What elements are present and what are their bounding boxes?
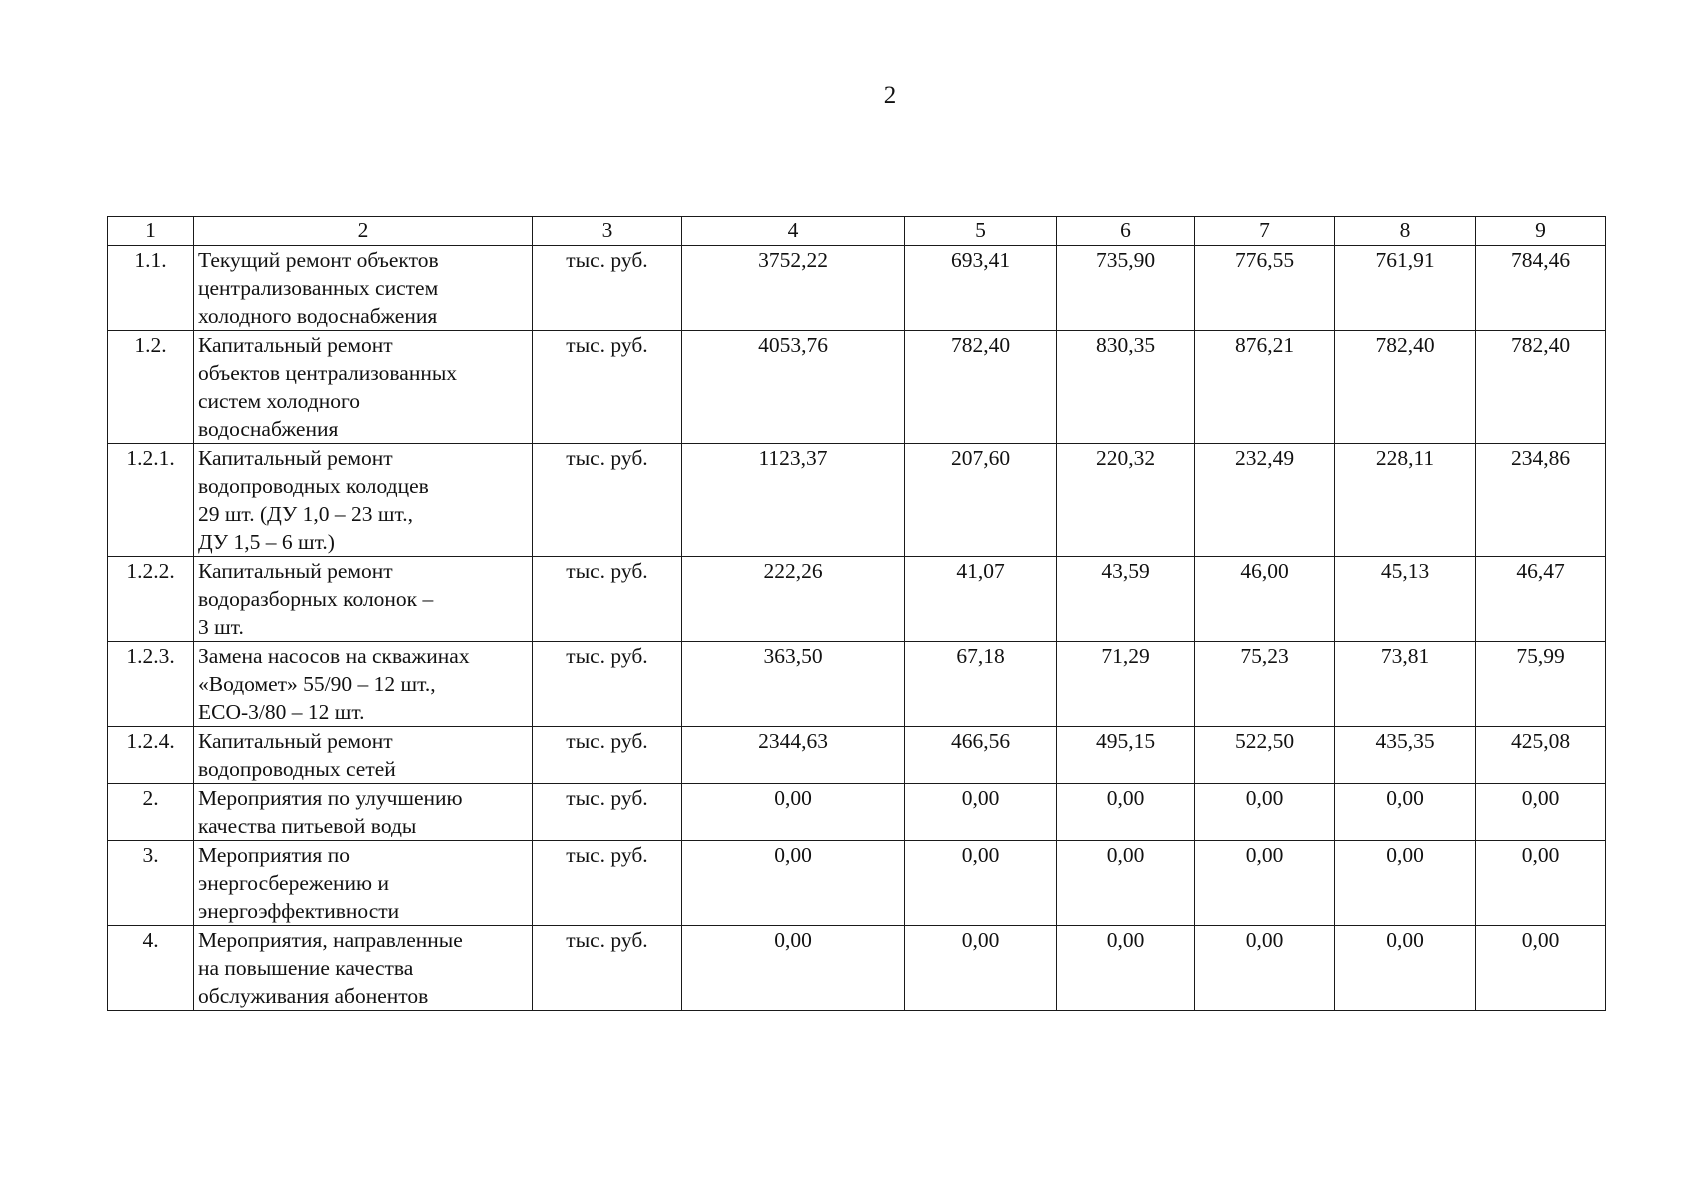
item-name-line: энергоэффективности	[198, 899, 400, 923]
value-cell: 228,11	[1335, 444, 1476, 557]
item-name-line: Капитальный ремонт	[198, 446, 393, 470]
value-cell: 2344,63	[682, 727, 905, 784]
value-cell: 522,50	[1195, 727, 1335, 784]
value-cell: 0,00	[1476, 926, 1606, 1011]
item-name-line: холодного водоснабжения	[198, 304, 438, 328]
value-cell: 4053,76	[682, 331, 905, 444]
column-number-cell: 3	[533, 217, 682, 246]
value-cell: 0,00	[1057, 784, 1195, 841]
value-cell: 67,18	[905, 642, 1057, 727]
unit-cell: тыс. руб.	[533, 331, 682, 444]
item-name-line: энергосбережению и	[198, 871, 389, 895]
column-number-cell: 6	[1057, 217, 1195, 246]
value-cell: 0,00	[1195, 841, 1335, 926]
item-name-line: ДУ 1,5 – 6 шт.)	[198, 530, 335, 554]
row-number-cell: 1.2.1.	[108, 444, 194, 557]
item-name-cell	[194, 642, 533, 727]
value-cell: 466,56	[905, 727, 1057, 784]
value-cell: 782,40	[1335, 331, 1476, 444]
row-number-cell: 2.	[108, 784, 194, 841]
value-cell: 0,00	[905, 926, 1057, 1011]
value-cell: 435,35	[1335, 727, 1476, 784]
column-number-cell: 7	[1195, 217, 1335, 246]
item-name-cell	[194, 727, 533, 784]
item-name-line: «Водомет» 55/90 – 12 шт.,	[198, 672, 436, 696]
item-name-line: объектов централизованных	[198, 361, 458, 385]
column-number-cell: 2	[194, 217, 533, 246]
unit-cell: тыс. руб.	[533, 727, 682, 784]
table-row	[108, 557, 1606, 642]
value-cell: 71,29	[1057, 642, 1195, 727]
value-cell: 207,60	[905, 444, 1057, 557]
table-row	[108, 246, 1606, 331]
item-name-line: 29 шт. (ДУ 1,0 – 23 шт.,	[198, 502, 413, 526]
column-number-cell: 9	[1476, 217, 1606, 246]
item-name-line: Мероприятия, направленные	[198, 928, 463, 952]
value-cell: 220,32	[1057, 444, 1195, 557]
unit-cell: тыс. руб.	[533, 841, 682, 926]
table-row	[108, 841, 1606, 926]
value-cell: 232,49	[1195, 444, 1335, 557]
item-name-line: систем холодного	[198, 389, 360, 413]
item-name-line: Текущий ремонт объектов	[198, 248, 439, 272]
value-cell: 776,55	[1195, 246, 1335, 331]
unit-cell: тыс. руб.	[533, 246, 682, 331]
value-cell: 363,50	[682, 642, 905, 727]
value-cell: 876,21	[1195, 331, 1335, 444]
value-cell: 43,59	[1057, 557, 1195, 642]
item-name-line: водоснабжения	[198, 417, 339, 441]
value-cell: 234,86	[1476, 444, 1606, 557]
table-container	[107, 216, 1606, 1011]
value-cell: 0,00	[1195, 784, 1335, 841]
value-cell: 693,41	[905, 246, 1057, 331]
item-name-cell	[194, 841, 533, 926]
value-cell: 0,00	[1057, 841, 1195, 926]
unit-cell: тыс. руб.	[533, 444, 682, 557]
item-name-line: Замена насосов на скважинах	[198, 644, 470, 668]
item-name-line: централизованных систем	[198, 276, 439, 300]
value-cell: 0,00	[1476, 841, 1606, 926]
row-number-cell: 1.2.2.	[108, 557, 194, 642]
row-number-cell: 3.	[108, 841, 194, 926]
data-table	[107, 216, 1606, 1011]
value-cell: 73,81	[1335, 642, 1476, 727]
value-cell: 782,40	[905, 331, 1057, 444]
item-name-line: на повышение качества	[198, 956, 414, 980]
item-name-line: Мероприятия по улучшению	[198, 786, 463, 810]
item-name-cell	[194, 784, 533, 841]
item-name-cell	[194, 246, 533, 331]
value-cell: 222,26	[682, 557, 905, 642]
column-number-cell: 8	[1335, 217, 1476, 246]
value-cell: 75,99	[1476, 642, 1606, 727]
item-name-line: обслуживания абонентов	[198, 984, 429, 1008]
table-row	[108, 727, 1606, 784]
item-name-line: Капитальный ремонт	[198, 559, 393, 583]
value-cell: 735,90	[1057, 246, 1195, 331]
table-row	[108, 784, 1606, 841]
item-name-line: Мероприятия по	[198, 843, 350, 867]
value-cell: 46,00	[1195, 557, 1335, 642]
row-number-cell: 4.	[108, 926, 194, 1011]
value-cell: 46,47	[1476, 557, 1606, 642]
table-row	[108, 642, 1606, 727]
value-cell: 75,23	[1195, 642, 1335, 727]
value-cell: 0,00	[1476, 784, 1606, 841]
item-name-line: Капитальный ремонт	[198, 333, 393, 357]
value-cell: 0,00	[1057, 926, 1195, 1011]
item-name-line: водопроводных колодцев	[198, 474, 429, 498]
value-cell: 0,00	[682, 784, 905, 841]
value-cell: 1123,37	[682, 444, 905, 557]
value-cell: 782,40	[1476, 331, 1606, 444]
value-cell: 45,13	[1335, 557, 1476, 642]
unit-cell: тыс. руб.	[533, 926, 682, 1011]
value-cell: 0,00	[682, 841, 905, 926]
item-name-cell	[194, 557, 533, 642]
item-name-line: Капитальный ремонт	[198, 729, 393, 753]
value-cell: 41,07	[905, 557, 1057, 642]
column-number-cell: 4	[682, 217, 905, 246]
table-row	[108, 331, 1606, 444]
table-row	[108, 926, 1606, 1011]
column-number-cell: 5	[905, 217, 1057, 246]
value-cell: 0,00	[682, 926, 905, 1011]
unit-cell: тыс. руб.	[533, 784, 682, 841]
value-cell: 0,00	[1335, 784, 1476, 841]
value-cell: 0,00	[905, 784, 1057, 841]
value-cell: 0,00	[1195, 926, 1335, 1011]
row-number-cell: 1.2.	[108, 331, 194, 444]
row-number-cell: 1.2.4.	[108, 727, 194, 784]
item-name-line: водопроводных сетей	[198, 757, 396, 781]
unit-cell: тыс. руб.	[533, 642, 682, 727]
table-body	[108, 217, 1606, 1011]
item-name-line: 3 шт.	[198, 615, 244, 639]
value-cell: 0,00	[1335, 926, 1476, 1011]
item-name-cell	[194, 926, 533, 1011]
value-cell: 0,00	[1335, 841, 1476, 926]
page-number: 2	[883, 82, 897, 109]
value-cell: 784,46	[1476, 246, 1606, 331]
unit-cell: тыс. руб.	[533, 557, 682, 642]
column-number-cell: 1	[108, 217, 194, 246]
value-cell: 3752,22	[682, 246, 905, 331]
row-number-cell: 1.2.3.	[108, 642, 194, 727]
table-row	[108, 444, 1606, 557]
value-cell: 0,00	[905, 841, 1057, 926]
item-name-line: качества питьевой воды	[198, 814, 417, 838]
value-cell: 761,91	[1335, 246, 1476, 331]
header-row	[108, 217, 1606, 246]
item-name-cell	[194, 444, 533, 557]
value-cell: 830,35	[1057, 331, 1195, 444]
value-cell: 495,15	[1057, 727, 1195, 784]
item-name-line: водоразборных колонок –	[198, 587, 434, 611]
row-number-cell: 1.1.	[108, 246, 194, 331]
value-cell: 425,08	[1476, 727, 1606, 784]
item-name-cell	[194, 331, 533, 444]
item-name-line: ECO-3/80 – 12 шт.	[198, 700, 365, 724]
